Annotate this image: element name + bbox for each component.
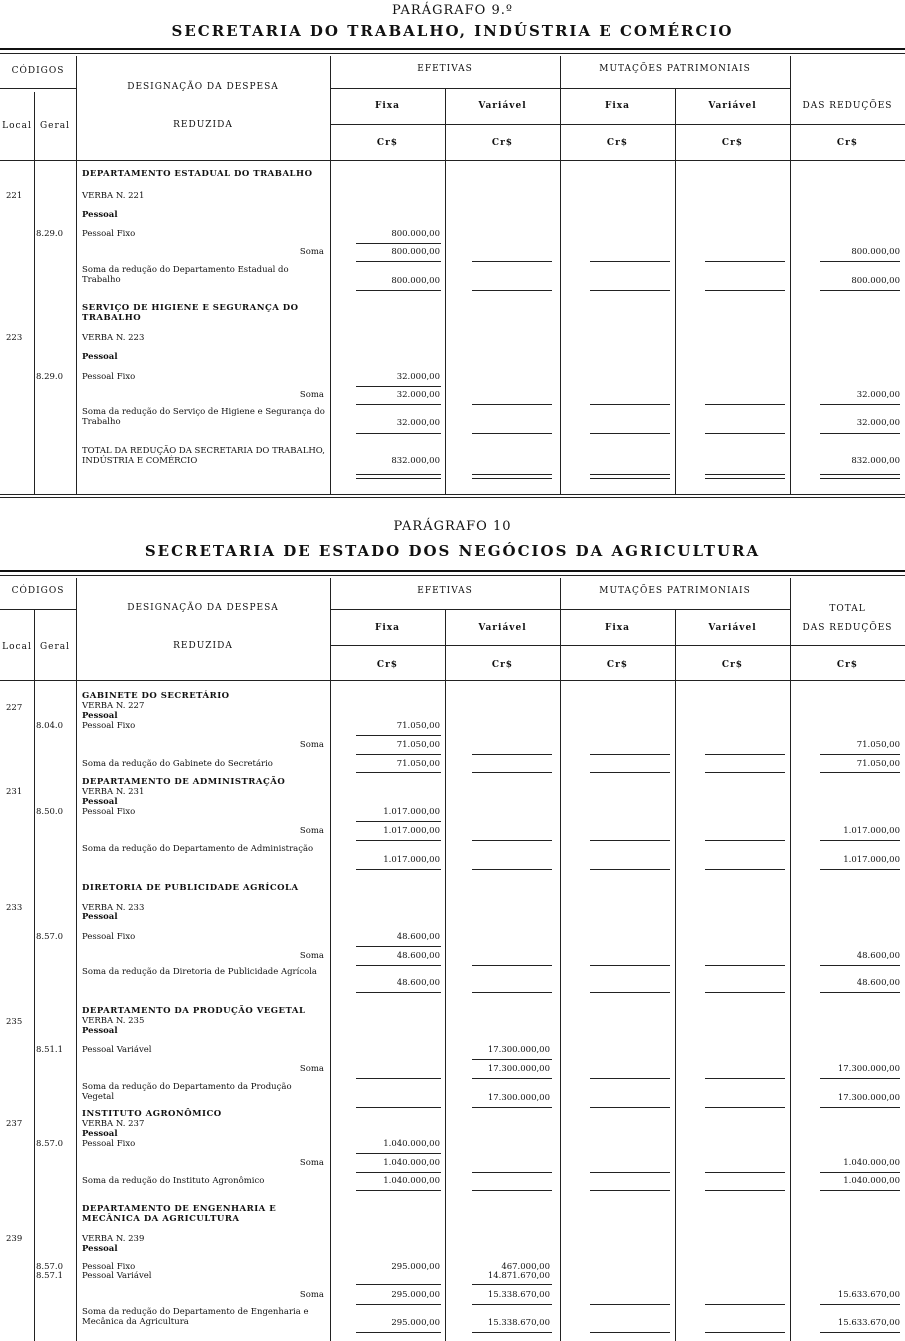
header-currency: Cr$ <box>721 138 744 148</box>
val-total: 32.000,00 <box>856 418 900 428</box>
row-title: DEPARTAMENTO DA PRODUÇÃO VEGETAL <box>82 1006 306 1016</box>
row-verba: VERBA N. 227 <box>82 701 145 711</box>
sum-rule <box>356 404 441 405</box>
col-divider <box>675 88 676 494</box>
val-total: 1.017.000,00 <box>843 855 900 865</box>
val-fixa: 71.050,00 <box>396 759 440 769</box>
sum-rule <box>590 478 670 479</box>
val-total: 1.017.000,00 <box>843 826 900 836</box>
val-variavel: 17.300.000,00 <box>487 1064 550 1074</box>
val-variavel: 17.300.000,00 <box>487 1045 550 1055</box>
header-rule <box>0 88 76 89</box>
row-sub: Pessoal <box>82 210 118 220</box>
header-rule <box>330 609 790 610</box>
sum-rule <box>820 754 900 755</box>
sum-rule <box>472 1078 552 1079</box>
sum-rule <box>820 1332 900 1333</box>
row-soma: Soma <box>299 826 324 836</box>
header-rule <box>330 124 905 125</box>
row-sub: Pessoal <box>82 1244 118 1254</box>
sum-rule <box>356 290 441 291</box>
row-sub: Pessoal <box>82 912 118 922</box>
col-divider <box>560 56 561 494</box>
paragraph-heading: PARÁGRAFO 9.º <box>391 3 513 18</box>
row-title: DEPARTAMENTO ESTADUAL DO TRABALHO <box>82 169 313 179</box>
row-verba: VERBA N. 235 <box>82 1016 145 1026</box>
row-title: GABINETE DO SECRETÁRIO <box>82 691 230 701</box>
sum-rule <box>705 1304 785 1305</box>
sum-rule <box>590 1304 670 1305</box>
row-soma-reducao: Soma da redução da Diretoria de Publicidade Agrícola <box>82 967 317 977</box>
header-mutacoes: MUTAÇÕES PATRIMONIAIS <box>599 64 751 74</box>
sum-rule <box>590 404 670 405</box>
sum-rule <box>356 478 441 479</box>
sum-rule <box>356 735 441 736</box>
val-fixa: 1.017.000,00 <box>383 855 440 865</box>
header-mutacoes: MUTAÇÕES PATRIMONIAIS <box>599 586 751 596</box>
header-total-reducoes: DAS REDUÇÕES <box>802 623 893 633</box>
sum-rule <box>472 1284 552 1285</box>
val-fixa: 1.040.000,00 <box>383 1139 440 1149</box>
row-soma-reducao: Soma da redução do Departamento Estadual do Trabalho <box>82 265 289 285</box>
code-local: 231 <box>6 787 23 797</box>
sum-rule <box>356 1107 441 1108</box>
header-fixa: Fixa <box>374 623 400 633</box>
val-fixa: 800.000,00 <box>391 229 440 239</box>
header-reduzida: REDUZIDA <box>173 641 233 651</box>
sum-rule <box>705 290 785 291</box>
sum-rule <box>705 840 785 841</box>
sum-rule <box>472 1190 552 1191</box>
sum-rule <box>820 261 900 262</box>
val-total: 15.633.670,00 <box>837 1318 900 1328</box>
sum-rule <box>820 992 900 993</box>
val-fixa: 48.600,00 <box>396 932 440 942</box>
row-total-secretaria: TOTAL DA REDUÇÃO DA SECRETARIA DO TRABALHO, INDÚSTRIA E COMÉRCIO <box>82 446 325 466</box>
header-local: Local <box>2 642 32 652</box>
row-soma: Soma <box>299 1158 324 1168</box>
col-divider <box>560 578 561 1341</box>
sum-rule <box>472 754 552 755</box>
section-title: SECRETARIA DE ESTADO DOS NEGÓCIOS DA AGRICULTURA <box>144 542 761 560</box>
row-title: DIRETORIA DE PUBLICIDADE AGRÍCOLA <box>82 883 299 893</box>
sum-rule <box>590 1107 670 1108</box>
sum-rule <box>356 992 441 993</box>
col-divider <box>76 578 77 1341</box>
header-codigos: CÓDIGOS <box>11 586 65 596</box>
val-fixa: 800.000,00 <box>391 247 440 257</box>
sum-rule <box>472 992 552 993</box>
sum-rule <box>472 474 552 475</box>
code-local: 235 <box>6 1017 23 1027</box>
sum-rule <box>356 754 441 755</box>
sum-rule <box>590 474 670 475</box>
val-total: 32.000,00 <box>856 390 900 400</box>
row-verba: VERBA N. 223 <box>82 333 145 343</box>
table-top-rule-thin <box>0 575 905 576</box>
val-fixa: 832.000,00 <box>391 456 440 466</box>
sum-rule <box>705 1078 785 1079</box>
sum-rule <box>356 261 441 262</box>
row-verba: VERBA N. 233 <box>82 903 145 913</box>
row-soma-reducao: Soma da redução do Departamento de Engenharia e Mecânica da Agricultura <box>82 1307 309 1327</box>
val-total: 1.040.000,00 <box>843 1158 900 1168</box>
val-fixa: 1.040.000,00 <box>383 1176 440 1186</box>
sum-rule <box>820 290 900 291</box>
sum-rule <box>356 1153 441 1154</box>
code-geral: 8.04.0 <box>36 721 64 731</box>
sum-rule <box>356 1304 441 1305</box>
code-local: 221 <box>6 191 23 201</box>
col-divider <box>445 88 446 494</box>
sum-rule <box>705 1332 785 1333</box>
row-title: DEPARTAMENTO DE ENGENHARIA E MECÂNICA DA AGRICULTURA <box>82 1204 277 1224</box>
header-fixa: Fixa <box>374 101 400 111</box>
val-variavel: 14.871.670,00 <box>487 1271 550 1281</box>
sum-rule <box>705 404 785 405</box>
sum-rule <box>356 243 441 244</box>
sum-rule <box>705 474 785 475</box>
paragraph-heading: PARÁGRAFO 10 <box>393 519 512 534</box>
sum-rule <box>472 1059 552 1060</box>
row-desc: Pessoal Fixo <box>82 372 136 382</box>
section-title: SECRETARIA DO TRABALHO, INDÚSTRIA E COMÉRCIO <box>171 22 734 40</box>
row-desc: Pessoal Variável <box>82 1271 152 1281</box>
row-soma-reducao: Soma da redução do Instituto Agronômico <box>82 1176 265 1186</box>
row-soma-reducao: Soma da redução do Serviço de Higiene e Segurança do Trabalho <box>82 407 325 427</box>
sum-rule <box>820 840 900 841</box>
sum-rule <box>705 965 785 966</box>
sum-rule <box>356 433 441 434</box>
sum-rule <box>472 772 552 773</box>
val-fixa: 1.040.000,00 <box>383 1158 440 1168</box>
code-local: 227 <box>6 703 23 713</box>
val-total: 1.040.000,00 <box>843 1176 900 1186</box>
sum-rule <box>705 1172 785 1173</box>
sum-rule <box>472 433 552 434</box>
header-local: Local <box>2 121 32 131</box>
val-fixa: 48.600,00 <box>396 978 440 988</box>
sum-rule <box>356 821 441 822</box>
code-geral: 8.57.0 <box>36 1262 64 1272</box>
sum-rule <box>356 1332 441 1333</box>
header-variavel: Variável <box>478 101 527 111</box>
val-fixa: 800.000,00 <box>391 276 440 286</box>
code-local: 233 <box>6 903 23 913</box>
row-desc: Pessoal Fixo <box>82 721 136 731</box>
header-variavel-mut: Variável <box>708 623 757 633</box>
col-divider <box>445 610 446 1341</box>
row-soma: Soma <box>299 390 324 400</box>
sum-rule <box>590 840 670 841</box>
val-fixa: 32.000,00 <box>396 372 440 382</box>
sum-rule <box>820 474 900 475</box>
sum-rule <box>356 1172 441 1173</box>
sum-rule <box>356 840 441 841</box>
header-variavel-mut: Variável <box>708 101 757 111</box>
sum-rule <box>820 869 900 870</box>
sum-rule <box>356 1284 441 1285</box>
sum-rule <box>820 433 900 434</box>
val-variavel: 17.300.000,00 <box>487 1093 550 1103</box>
val-variavel: 467.000,00 <box>501 1262 550 1272</box>
row-soma: Soma <box>299 740 324 750</box>
val-fixa: 32.000,00 <box>396 390 440 400</box>
sum-rule <box>590 772 670 773</box>
header-bottom-rule <box>0 160 905 161</box>
header-currency: Cr$ <box>376 138 399 148</box>
header-fixa-mut: Fixa <box>604 623 630 633</box>
sum-rule <box>356 386 441 387</box>
val-total: 71.050,00 <box>856 740 900 750</box>
row-desc: Pessoal Fixo <box>82 932 136 942</box>
code-geral: 8.29.0 <box>36 372 64 382</box>
header-geral: Geral <box>39 642 71 652</box>
code-local: 239 <box>6 1234 23 1244</box>
header-total: DAS REDUÇÕES <box>802 101 893 111</box>
sum-rule <box>472 1304 552 1305</box>
val-fixa: 71.050,00 <box>396 721 440 731</box>
code-geral: 8.57.1 <box>36 1271 64 1281</box>
row-verba: VERBA N. 231 <box>82 787 145 797</box>
sum-rule <box>590 1190 670 1191</box>
val-total: 48.600,00 <box>856 978 900 988</box>
sum-rule <box>705 992 785 993</box>
header-rule <box>0 609 76 610</box>
sum-rule <box>820 772 900 773</box>
sum-rule <box>472 261 552 262</box>
code-geral: 8.57.0 <box>36 932 64 942</box>
header-fixa-mut: Fixa <box>604 101 630 111</box>
row-desc: Pessoal Variável <box>82 1045 152 1055</box>
sum-rule <box>472 478 552 479</box>
table-top-rule-thin <box>0 53 905 54</box>
val-fixa: 295.000,00 <box>391 1262 440 1272</box>
val-fixa: 71.050,00 <box>396 740 440 750</box>
val-fixa: 295.000,00 <box>391 1318 440 1328</box>
sum-rule <box>356 869 441 870</box>
sum-rule <box>472 965 552 966</box>
sum-rule <box>472 1107 552 1108</box>
sum-rule <box>590 261 670 262</box>
val-fixa: 295.000,00 <box>391 1290 440 1300</box>
sum-rule <box>705 1107 785 1108</box>
val-total: 48.600,00 <box>856 951 900 961</box>
row-verba: VERBA N. 237 <box>82 1119 145 1129</box>
header-rule <box>330 645 905 646</box>
row-soma: Soma <box>299 1064 324 1074</box>
sum-rule <box>356 474 441 475</box>
row-soma: Soma <box>299 1290 324 1300</box>
sum-rule <box>705 478 785 479</box>
code-geral: 8.50.0 <box>36 807 64 817</box>
header-bottom-rule <box>0 680 905 681</box>
row-soma-reducao: Soma da redução do Gabinete do Secretário <box>82 759 273 769</box>
col-divider <box>34 92 35 494</box>
row-soma-reducao: Soma da redução do Departamento da Produção Vegetal <box>82 1082 292 1102</box>
sum-rule <box>590 290 670 291</box>
val-total: 17.300.000,00 <box>837 1093 900 1103</box>
code-local: 223 <box>6 333 23 343</box>
row-verba: VERBA N. 239 <box>82 1234 145 1244</box>
val-total: 71.050,00 <box>856 759 900 769</box>
sum-rule <box>472 404 552 405</box>
sum-rule <box>705 1190 785 1191</box>
sum-rule <box>820 404 900 405</box>
sum-rule <box>590 992 670 993</box>
header-currency: Cr$ <box>491 138 514 148</box>
val-total: 832.000,00 <box>851 456 900 466</box>
header-efetivas: EFETIVAS <box>417 64 473 74</box>
header-currency: Cr$ <box>491 660 514 670</box>
val-fixa: 1.017.000,00 <box>383 826 440 836</box>
row-title: DEPARTAMENTO DE ADMINISTRAÇÃO <box>82 777 286 787</box>
sum-rule <box>590 869 670 870</box>
header-rule <box>330 88 790 89</box>
val-total: 800.000,00 <box>851 276 900 286</box>
table-top-rule <box>0 48 905 50</box>
col-divider <box>330 56 331 494</box>
sum-rule <box>356 965 441 966</box>
row-desc: Pessoal Fixo <box>82 1262 136 1272</box>
row-sub: Pessoal <box>82 1129 118 1139</box>
sum-rule <box>356 772 441 773</box>
row-desc: Pessoal Fixo <box>82 229 136 239</box>
header-currency: Cr$ <box>721 660 744 670</box>
header-currency: Cr$ <box>606 660 629 670</box>
code-geral: 8.57.0 <box>36 1139 64 1149</box>
header-variavel: Variável <box>478 623 527 633</box>
row-sub: Pessoal <box>82 797 118 807</box>
val-fixa: 32.000,00 <box>396 418 440 428</box>
header-efetivas: EFETIVAS <box>417 586 473 596</box>
val-fixa: 1.017.000,00 <box>383 807 440 817</box>
table-top-rule <box>0 570 905 572</box>
val-total: 17.300.000,00 <box>837 1064 900 1074</box>
row-desc: Pessoal Fixo <box>82 807 136 817</box>
row-sub: Pessoal <box>82 1026 118 1036</box>
header-currency: Cr$ <box>606 138 629 148</box>
sum-rule <box>472 290 552 291</box>
sum-rule <box>590 754 670 755</box>
col-divider <box>34 610 35 1341</box>
row-soma: Soma <box>299 951 324 961</box>
row-sub: Pessoal <box>82 711 118 721</box>
table-bottom-rule-2 <box>0 497 905 498</box>
val-total: 800.000,00 <box>851 247 900 257</box>
header-designacao: DESIGNAÇÃO DA DESPESA <box>127 82 279 92</box>
code-local: 237 <box>6 1119 23 1129</box>
sum-rule <box>472 869 552 870</box>
sum-rule <box>820 965 900 966</box>
sum-rule <box>820 1190 900 1191</box>
sum-rule <box>472 1172 552 1173</box>
row-title: INSTITUTO AGRONÔMICO <box>82 1109 222 1119</box>
row-title: SERVIÇO DE HIGIENE E SEGURANÇA DO TRABALHO <box>82 303 299 323</box>
sum-rule <box>820 1078 900 1079</box>
col-divider <box>675 610 676 1341</box>
sum-rule <box>705 772 785 773</box>
sum-rule <box>820 1172 900 1173</box>
header-designacao: DESIGNAÇÃO DA DESPESA <box>127 603 279 613</box>
sum-rule <box>820 478 900 479</box>
header-total: TOTAL <box>829 604 866 614</box>
sum-rule <box>356 1078 441 1079</box>
header-currency: Cr$ <box>376 660 399 670</box>
table-bottom-rule <box>0 494 905 495</box>
val-variavel: 15.338.670,00 <box>487 1318 550 1328</box>
row-sub: Pessoal <box>82 352 118 362</box>
sum-rule <box>590 1078 670 1079</box>
sum-rule <box>356 946 441 947</box>
val-variavel: 15.338.670,00 <box>487 1290 550 1300</box>
row-soma-reducao: Soma da redução do Departamento de Administração <box>82 844 314 854</box>
header-geral: Geral <box>39 121 71 131</box>
sum-rule <box>590 965 670 966</box>
col-divider <box>790 56 791 494</box>
header-currency: Cr$ <box>836 138 859 148</box>
row-soma: Soma <box>299 247 324 257</box>
row-verba: VERBA N. 221 <box>82 191 145 201</box>
sum-rule <box>705 754 785 755</box>
sum-rule <box>472 840 552 841</box>
sum-rule <box>820 1304 900 1305</box>
header-currency: Cr$ <box>836 660 859 670</box>
sum-rule <box>705 261 785 262</box>
code-geral: 8.29.0 <box>36 229 64 239</box>
sum-rule <box>356 1190 441 1191</box>
sum-rule <box>705 869 785 870</box>
header-codigos: CÓDIGOS <box>11 66 65 76</box>
sum-rule <box>820 1107 900 1108</box>
row-desc: Pessoal Fixo <box>82 1139 136 1149</box>
val-total: 15.633.670,00 <box>837 1290 900 1300</box>
sum-rule <box>590 433 670 434</box>
header-reduzida: REDUZIDA <box>173 120 233 130</box>
sum-rule <box>590 1332 670 1333</box>
val-fixa: 48.600,00 <box>396 951 440 961</box>
sum-rule <box>472 1332 552 1333</box>
code-geral: 8.51.1 <box>36 1045 64 1055</box>
sum-rule <box>590 1172 670 1173</box>
sum-rule <box>705 433 785 434</box>
